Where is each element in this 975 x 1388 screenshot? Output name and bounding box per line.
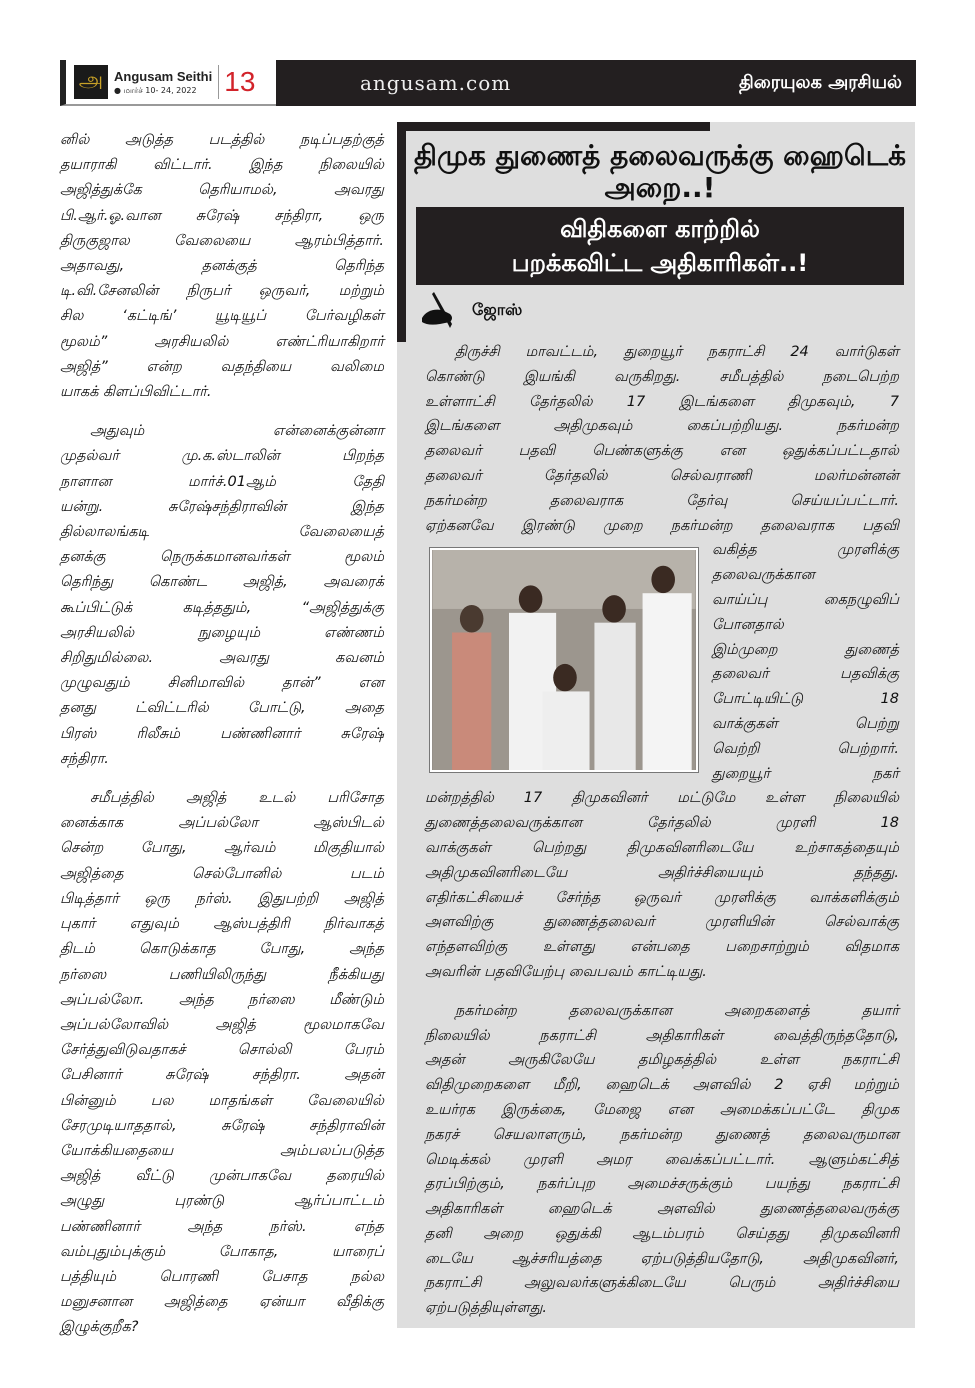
text-line: நகர்மன்ற தலைவராக தேர்வு செய்யப்பட்டார்.	[425, 492, 899, 509]
text-line: யாகக் கிளப்பிவிட்டார்.	[60, 384, 212, 401]
subheadline-box	[416, 207, 904, 285]
text-line: வாய்ப்பு கைநழுவிப்	[712, 591, 899, 608]
text-line: டி.வி.சேனலின் நிருபர் ஒருவர், மற்றும்	[60, 283, 384, 300]
masthead-brand	[60, 60, 276, 106]
text-line: துணைத்தலைவருக்கான தேர்தலில் முரளி 18	[425, 815, 899, 832]
text-line: அரசியலில் நுழையும் எண்ணம்	[60, 624, 384, 641]
text-line: இழுக்குறீக?	[60, 1319, 139, 1336]
text-line: னைக்காக அப்பல்லோ ஆஸ்பிடல்	[60, 815, 384, 832]
text-line: அதுவும் என்னைக்குன்னா	[90, 423, 384, 440]
subheadline-line: விதிகளை காற்றில்	[560, 215, 760, 243]
paragraph-gap	[60, 772, 384, 786]
text-line: மனுசனான அஜித்தை ஏன்யா வீதிக்கு	[60, 1294, 384, 1311]
text-line: அதாவது, தனக்குத் தெரிந்த	[60, 258, 384, 275]
text-line: நகர்மன்ற தலைவருக்கான அறைகளைத் தயார்	[455, 1002, 899, 1019]
text-line: பிடித்தார் ஒரு நர்ஸ். இதுபற்றி அஜித்	[60, 890, 384, 907]
text-line: தில்லாலங்கடி வேலையைத்	[60, 524, 384, 541]
text-line: மெடிக்கல் முரளி அமர வைக்கப்பட்டார். ஆளும்கட்சித்	[425, 1151, 899, 1168]
text-line: சென்ற போது, ஆர்வம் மிகுதியால்	[60, 840, 384, 857]
text-line: அப்பல்லோவில் அஜித் மூலமாகவே	[60, 1016, 384, 1033]
page-number: 13	[218, 65, 255, 99]
text-line: உள்ளாட்சி தேர்தலில் 17 இடங்களை திமுகவும், 7	[425, 393, 899, 410]
text-line: திடம் கொடுக்காத போது, அந்த	[60, 941, 384, 958]
text-line: தனி அறை ஒதுக்கி ஆடம்பரம் செய்தது திமுகவினரி	[425, 1225, 899, 1242]
byline	[420, 288, 522, 332]
text-line: நகரச் செயலாளரும், நகர்மன்ற துணைத் தலைவருமான	[425, 1126, 899, 1143]
text-line: வாக்குகள் பெற்றது திமுகவினரிடையே உற்சாகத்தையும்	[425, 839, 899, 856]
headline: திமுக துணைத் தலைவருக்கு ஹைடெக் அறை..!	[414, 139, 906, 204]
text-line: தலைவர் பதவி பெண்களுக்கு என ஒதுக்கப்பட்டதால்	[425, 443, 899, 460]
text-line: தயாராகி விட்டார். இந்த நிலையில்	[60, 157, 384, 174]
text-line: சில ‘கட்டிங்’ யூடியூப் பேர்வழிகள்	[60, 308, 384, 325]
text-line: திருகுஜால வேலையை ஆரம்பித்தார்.	[60, 232, 384, 249]
text-line: சேர்த்துவிடுவதாகச் சொல்லி பேரம்	[60, 1042, 384, 1059]
text-line: தனது ட்விட்டரில் போட்டு, அதை	[60, 700, 384, 717]
text-line: பி.ஆர்.ஓ.வான சுரேஷ் சந்திரா, ஒரு	[60, 207, 384, 224]
text-line: பிரஸ் ரிலீசும் பண்ணினார் சுரேஷ்	[60, 725, 384, 742]
text-line: பின்னும் பல மாதங்கள் வேலையில்	[60, 1092, 384, 1109]
text-line: தலைவர் தேர்தலில் செல்வராணி மலர்மன்னன்	[425, 467, 899, 484]
angusam-logo: அ	[74, 65, 108, 99]
text-line: சேரமுடியாததால், சுரேஷ் சந்திராவின்	[60, 1117, 384, 1134]
text-line: போனதால்	[712, 616, 784, 633]
text-line: அஜித்துக்கே தெரியாமல், அவரது	[60, 182, 384, 199]
text-line: ஏற்படுத்தியுள்ளது.	[425, 1300, 547, 1317]
text-line: முதல்வர் மு.க.ஸ்டாலின் பிறந்த	[60, 448, 384, 465]
text-line: வெற்றி பெற்றார்.	[712, 740, 899, 757]
left-column-article	[60, 128, 384, 1341]
text-line: கூப்பிட்டுக் கடித்ததும், “அஜித்துக்கு	[60, 599, 384, 616]
text-line: பண்ணினார் அந்த நர்ஸ். எந்த	[60, 1218, 384, 1235]
text-line: தலைவர் பதவிக்கு	[712, 666, 899, 683]
text-line: நகராட்சி அலுவலர்களுக்கிடையே பெரும் அதிர்ச்சியை	[425, 1275, 899, 1292]
text-line: அதிமுகவினரிடையே அதிர்ச்சியையும் தந்தது.	[425, 864, 899, 881]
text-line: நர்ஸை பணியிலிருந்து நீக்கியது	[60, 966, 384, 983]
section-title: திரையுலக அரசியல்	[738, 71, 902, 93]
text-line: சிறிதுமில்லை. அவரது கவனம்	[60, 650, 384, 667]
text-line: அதிகாரிகள் ஹைடெக் அளவில் துணைத்தலைவருக்கு	[425, 1201, 899, 1218]
text-line: நாளான மார்ச்.01ஆம் தேதி	[60, 473, 384, 490]
text-line: சந்திரா.	[60, 750, 109, 767]
panel-top-bar	[397, 122, 710, 131]
text-line: கொண்டு இயங்கி வருகிறது. சமீபத்தில் நடைபெற்ற	[425, 368, 899, 385]
text-line: நிலையில் நகராட்சி அதிகாரிகள் வைத்திருந்ததோடு,	[425, 1027, 899, 1044]
header-bar	[276, 60, 916, 106]
text-line: இடங்களை அதிமுகவும் கைப்பற்றியது. நகர்மன்ற	[425, 418, 899, 435]
brand-name: Angusam Seithi	[114, 68, 213, 84]
text-line: தெரிந்து கொண்ட அஜித், அவரைக்	[60, 574, 384, 591]
issue-date: ● மார்ச் 10- 24, 2022	[114, 85, 197, 95]
panel-left-bar	[397, 122, 406, 342]
text-line: பேசினார் சுரேஷ் சந்திரா. அதன்	[60, 1067, 384, 1084]
text-line: பத்தியும் பொரணி பேசாத நல்ல	[60, 1268, 384, 1285]
text-line: அஜித்தை செல்போனில் படம்	[60, 865, 384, 882]
text-line: தரப்பிற்கும், நகர்ப்புற அமைச்சருக்கும் பயந்து நகராட்சி	[425, 1176, 899, 1193]
text-line: அஜித் வீட்டு முன்பாகவே தரையில்	[60, 1168, 384, 1185]
text-line: தலைவருக்கான	[712, 567, 815, 584]
author-name: ஜோஸ்	[472, 299, 523, 319]
text-line: அளவிற்கு துணைத்தலைவர் முரளியின் செல்வாக்கு	[425, 914, 899, 931]
right-column-article	[425, 340, 899, 1321]
text-line: யோக்கியதையை அம்பலப்படுத்த	[60, 1142, 384, 1159]
pen-writing-hand-icon	[420, 288, 464, 332]
text-line: னில் அடுத்த படத்தில் நடிப்பதற்குத்	[60, 132, 384, 148]
text-line: இம்முறை துணைத்	[712, 641, 899, 658]
text-line: அஜித்” என்ற வதந்தியை வலிமை	[60, 358, 384, 375]
subheadline-line: பறக்கவிட்ட அதிகாரிகள்..!	[511, 249, 809, 277]
text-line: தனக்கு நெருக்கமானவர்கள் மூலம்	[60, 549, 384, 566]
text-line: போட்டியிட்டு 18	[712, 691, 899, 708]
text-line: வகித்த முரளிக்கு	[712, 542, 899, 559]
paragraph-gap	[60, 405, 384, 419]
text-line: விதிமுறைகளை மீறி, ஹைடெக் அளவில் 2 ஏசி மற்றும்	[425, 1077, 899, 1094]
text-line: டையே ஆச்சரியத்தை ஏற்படுத்தியதோடு, அதிமுகவினர்,	[425, 1250, 899, 1267]
text-line: அழுது புரண்டு ஆர்ப்பாட்டம்	[60, 1193, 384, 1210]
site-url: angusam.com	[360, 71, 512, 95]
text-line: முழுவதும் சினிமாவில் தான்” என	[60, 675, 384, 692]
text-line: உயர்ரக இருக்கை, மேஜை என அமைக்கப்பட்டே திமுக	[425, 1101, 899, 1118]
text-line: அதன் அருகிலேயே தமிழகத்தில் உள்ள நகராட்சி	[425, 1052, 899, 1069]
text-line: புகார் எதுவும் ஆஸ்பத்திரி நிர்வாகத்	[60, 916, 384, 933]
text-line: துறையூர் நகர்	[712, 765, 899, 782]
paragraph-gap	[425, 985, 899, 999]
text-line: ஏற்கனவே இரண்டு முறை நகர்மன்ற தலைவராக பதவி	[425, 517, 899, 534]
text-line: மூலம்” அரசியலில் எண்ட்ரியாகிறார்	[60, 333, 384, 350]
text-line: வாக்குகள் பெற்று	[712, 715, 899, 732]
text-line: அப்பல்லோ. அந்த நர்ஸை மீண்டும்	[60, 991, 384, 1008]
text-line: திருச்சி மாவட்டம், துறையூர் நகராட்சி 24 வார்டுகள்	[455, 344, 899, 360]
text-line: மன்றத்தில் 17 திமுகவினர் மட்டுமே உள்ள நிலையில்	[425, 790, 899, 807]
text-line: எதிர்கட்சியைச் சேர்ந்த ஒருவர் முரளிக்கு வாக்களிக்கும்	[425, 889, 899, 906]
text-line: வம்புதும்புக்கும் போகாத, யாரைப்	[60, 1243, 384, 1260]
text-line: யன்று. சுரேஷ்சந்திராவின் இந்த	[60, 498, 384, 515]
text-line: சமீபத்தில் அஜித் உடல் பரிசோத	[90, 790, 384, 807]
text-line: அவரின் பதவியேற்பு வைபவம் காட்டியது.	[425, 963, 707, 980]
text-line: எந்தளவிற்கு உள்ளது என்பதை பறைசாற்றும் விதமாக	[425, 939, 899, 956]
